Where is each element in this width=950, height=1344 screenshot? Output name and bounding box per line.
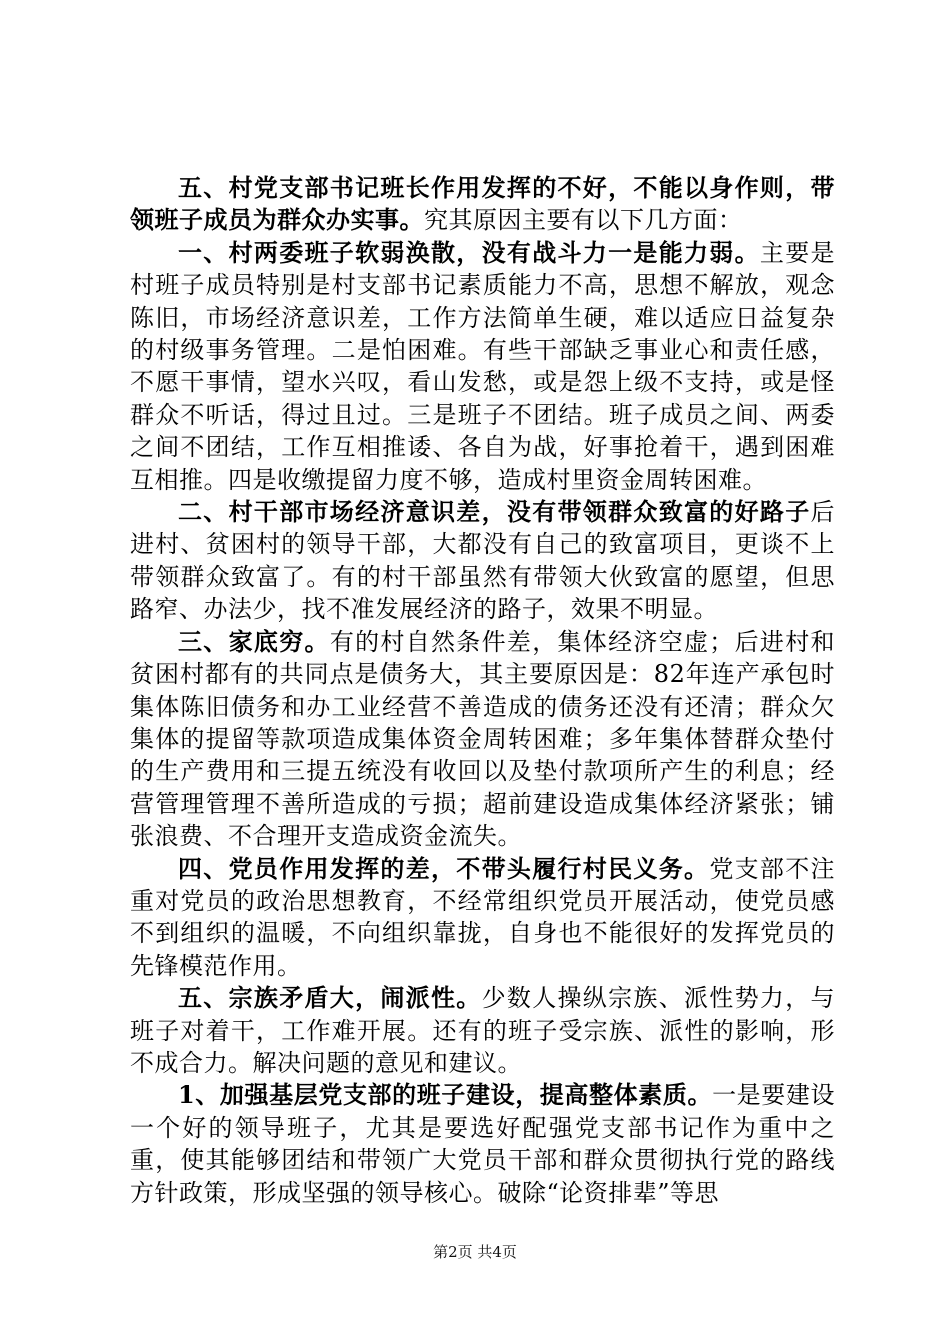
paragraph-heading: 五、村党支部书记班长作用发挥的不好，不能以身作则，带领班子成员为群众办实事。 <box>130 173 835 235</box>
paragraph-text: 有的村自然条件差，集体经济空虚；后进村和贫困村都有的共同点是债务大，其主要原因是：82年连产承包时集体陈旧债务和办工业经营不善造成的债务还没有还清；群众欠集体的提留等款项造成集体资金周转困难；多年集体替群众垫付的生产费用和三提五统没有收回以及垫付款项所产生的利息；经营管理管理不善所造成的亏损；超前建设造成集体经济紧张；铺张浪费、不合理开支造成资金流失。 <box>130 627 836 851</box>
paragraph-text: 究其原因主要有以下几方面： <box>424 206 743 235</box>
paragraph-heading: 五、宗族矛盾大，闹派性。 <box>178 983 482 1013</box>
paragraph-text: 党支部不注重对党员的政治思想教育，不经常组织党员开展活动，使党员感不到组织的温暖，不向组织靠拢，自身也不能很好的发挥党员的先锋模范作用。 <box>130 854 836 980</box>
paragraph <box>130 626 835 853</box>
paragraph <box>130 982 835 1079</box>
paragraph <box>130 1079 835 1209</box>
paragraph-heading: 三、家底穷。 <box>178 626 330 656</box>
paragraph <box>130 496 835 626</box>
paragraph-heading: 1、加强基层党支部的班子建设，提高整体素质。 <box>178 1080 713 1110</box>
paragraph-heading: 一、村两委班子软弱涣散，没有战斗力一是能力弱。 <box>178 237 760 267</box>
paragraph-heading: 二、村干部市场经济意识差，没有带领群众致富的好路子 <box>178 497 811 527</box>
paragraph-text: 后进村、贫困村的领导干部，大都没有自己的致富项目，更谈不上带领群众致富了。有的村干部虽然有带领大伙致富的愿望，但思路窄、办法少，找不准发展经济的路子，效果不明显。 <box>130 498 835 624</box>
paragraph-heading: 四、党员作用发挥的差，不带头履行村民义务。 <box>178 853 710 883</box>
page-number-footer: 第2页 共4页 <box>433 1243 517 1261</box>
paragraph-text: 主要是村班子成员特别是村支部书记素质能力不高，思想不解放，观念陈旧，市场经济意识差，工作方法简单生硬，难以适应日益复杂的村级事务管理。二是怕困难。有些干部缺乏事业心和责任感，不愿干事情，望水兴叹，看山发愁，或是怨上级不支持，或是怪群众不听话，得过且过。三是班子不团结。班子成员之间、两委之间不团结，工作互相推诿、各自为战，好事抢着干，遇到困难互相推。四是收缴提留力度不够，造成村里资金周转困难。 <box>130 238 836 494</box>
paragraph <box>130 853 835 983</box>
paragraph-text: 一是要建设一个好的领导班子，尤其是要选好配强党支部书记作为重中之重，使其能够团结和带领广大党员干部和群众贯彻执行党的路线方针政策，形成坚强的领导核心。破除“论资排辈”等思 <box>130 1081 836 1207</box>
paragraph-text: 少数人操纵宗族、派性势力，与班子对着干，工作难开展。还有的班子受宗族、派性的影响，形不成合力。解决问题的意见和建议。 <box>130 984 836 1077</box>
document-body <box>130 172 835 1209</box>
paragraph <box>130 172 835 237</box>
paragraph <box>130 237 835 496</box>
